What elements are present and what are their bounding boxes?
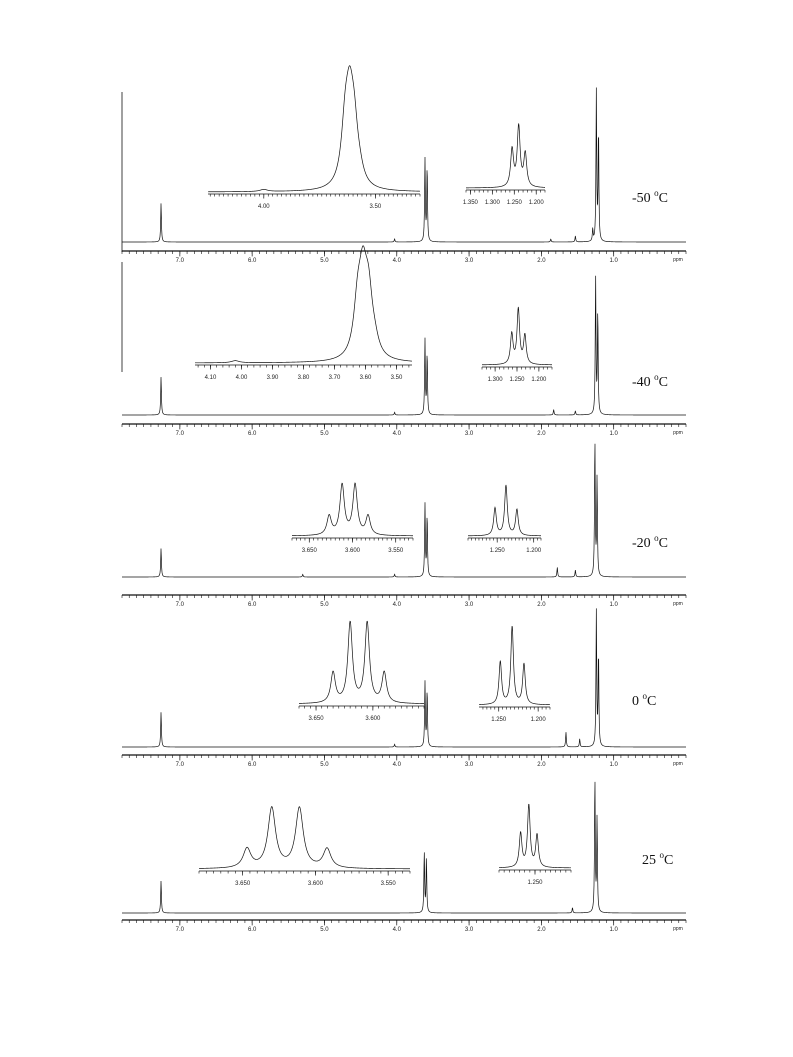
inset-tick-label: 3.50 — [369, 204, 382, 210]
inset-tick-label: 3.90 — [266, 375, 279, 381]
main-tick-label: 2.0 — [537, 602, 546, 608]
main-tick-label: 2.0 — [537, 431, 546, 437]
main-tick-label: 3.0 — [464, 762, 474, 768]
main-tick-label: 6.0 — [247, 602, 257, 608]
axis-unit-label: ppm — [673, 926, 683, 932]
inset-trace — [479, 626, 550, 705]
main-tick-label: 2.0 — [537, 927, 546, 933]
inset-tick-label: 1.250 — [489, 548, 505, 554]
inset-trace — [195, 246, 412, 363]
inset-tick-label: 3.80 — [297, 375, 310, 381]
temperature-unit: C — [658, 375, 669, 390]
temperature-value: -40 — [632, 375, 655, 390]
inset-tick-label: 3.600 — [365, 716, 381, 722]
temperature-label — [632, 372, 668, 390]
temperature-label — [632, 533, 668, 551]
axis-unit-label: ppm — [673, 761, 683, 767]
main-tick-label: 4.0 — [392, 431, 401, 437]
spectrum-trace — [122, 444, 686, 577]
temperature-label — [632, 691, 656, 709]
main-tick-label: 2.0 — [537, 762, 546, 768]
temperature-unit: C — [647, 694, 657, 709]
inset-tick-label: 3.600 — [344, 548, 361, 554]
axis-unit-label: ppm — [673, 601, 683, 607]
inset-tick-label: 3.50 — [390, 375, 403, 381]
inset-tick-label: 1.250 — [491, 717, 507, 723]
inset-tick-label: 1.200 — [530, 717, 546, 723]
main-tick-label: 4.0 — [392, 258, 401, 264]
inset-tick-label: 3.600 — [307, 881, 323, 887]
main-tick-label: 1.0 — [609, 431, 618, 437]
inset-tick-label: 3.550 — [388, 548, 404, 554]
temperature-value: 0 — [632, 694, 643, 709]
inset-tick-label: 1.250 — [506, 200, 522, 206]
inset-1 — [499, 804, 571, 886]
main-tick-label: 3.0 — [464, 602, 474, 608]
inset-trace — [292, 483, 413, 536]
main-tick-label: 5.0 — [320, 431, 329, 437]
inset-tick-label: 3.550 — [380, 881, 396, 887]
temperature-unit: C — [658, 191, 669, 206]
spectrum-panel-0 — [122, 66, 686, 264]
main-tick-label: 7.0 — [175, 431, 185, 437]
temperature-unit: C — [658, 536, 669, 551]
degree-symbol: o — [642, 691, 647, 701]
main-tick-label: 1.0 — [609, 927, 618, 933]
inset-0 — [195, 246, 412, 381]
main-tick-label: 6.0 — [247, 927, 257, 933]
temperature-unit: C — [664, 853, 674, 868]
degree-symbol: o — [654, 372, 659, 382]
main-tick-label: 5.0 — [320, 762, 329, 768]
spectrum-panel-2 — [122, 444, 686, 608]
inset-trace — [299, 621, 424, 703]
temperature-label — [642, 850, 673, 868]
inset-tick-label: 1.200 — [531, 377, 547, 383]
temperature-value: -20 — [632, 536, 655, 551]
main-tick-label: 6.0 — [247, 762, 257, 768]
main-tick-label: 7.0 — [175, 762, 185, 768]
temperature-label — [632, 188, 668, 206]
main-tick-label: 7.0 — [175, 602, 185, 608]
main-tick-label: 3.0 — [464, 927, 474, 933]
inset-tick-label: 1.200 — [528, 200, 544, 206]
spectrum-trace — [122, 782, 686, 913]
axis-unit-label: ppm — [673, 257, 683, 263]
spectrum-panels — [122, 66, 686, 933]
main-tick-label: 4.0 — [392, 762, 401, 768]
inset-trace — [468, 485, 541, 536]
temperature-value: -50 — [632, 191, 655, 206]
inset-tick-label: 1.250 — [527, 880, 543, 886]
main-tick-label: 3.0 — [464, 258, 474, 264]
inset-trace — [499, 804, 571, 868]
spectrum-panel-1 — [122, 246, 686, 437]
inset-tick-label: 1.300 — [487, 377, 503, 383]
inset-1 — [468, 485, 542, 554]
main-tick-label: 6.0 — [247, 431, 257, 437]
inset-tick-label: 1.350 — [462, 200, 478, 206]
main-tick-label: 7.0 — [175, 927, 185, 933]
main-tick-label: 1.0 — [609, 602, 618, 608]
inset-0 — [292, 483, 413, 554]
inset-trace — [208, 66, 420, 192]
main-tick-label: 1.0 — [609, 258, 618, 264]
inset-tick-label: 1.300 — [484, 200, 500, 206]
spectrum-panel-4 — [122, 782, 686, 933]
main-tick-label: 2.0 — [537, 258, 546, 264]
inset-trace — [482, 307, 552, 365]
main-tick-label: 6.0 — [247, 258, 257, 264]
spectrum-trace — [122, 88, 686, 242]
inset-tick-label: 3.650 — [308, 716, 324, 722]
spectrum-panel-3 — [122, 608, 686, 768]
inset-0 — [199, 807, 410, 887]
inset-0 — [299, 621, 424, 722]
inset-tick-label: 1.250 — [509, 377, 525, 383]
main-tick-label: 1.0 — [609, 762, 618, 768]
main-tick-label: 5.0 — [320, 927, 329, 933]
inset-trace — [199, 807, 410, 869]
main-tick-label: 4.0 — [392, 927, 401, 933]
inset-tick-label: 3.70 — [328, 375, 341, 381]
axis-unit-label: ppm — [673, 430, 683, 436]
inset-1 — [463, 123, 545, 206]
spectrum-trace — [122, 608, 686, 747]
inset-tick-label: 1.200 — [526, 548, 542, 554]
inset-tick-label: 4.10 — [204, 375, 217, 381]
degree-symbol: o — [654, 533, 659, 543]
inset-tick-label: 3.650 — [235, 881, 251, 887]
inset-tick-label: 4.00 — [257, 204, 270, 210]
temperature-value: 25 — [642, 853, 660, 868]
degree-symbol: o — [659, 850, 664, 860]
degree-symbol: o — [654, 188, 659, 198]
main-tick-label: 5.0 — [320, 258, 329, 264]
main-tick-label: 7.0 — [175, 258, 185, 264]
inset-tick-label: 3.650 — [301, 548, 317, 554]
main-tick-label: 3.0 — [464, 431, 474, 437]
inset-tick-label: 3.60 — [359, 375, 372, 381]
inset-trace — [466, 123, 545, 187]
inset-1 — [482, 307, 552, 383]
inset-tick-label: 4.00 — [235, 375, 248, 381]
inset-0 — [208, 66, 420, 210]
spectrum-trace — [122, 276, 686, 415]
main-tick-label: 5.0 — [320, 602, 329, 608]
main-tick-label: 4.0 — [392, 602, 401, 608]
inset-1 — [479, 626, 550, 723]
